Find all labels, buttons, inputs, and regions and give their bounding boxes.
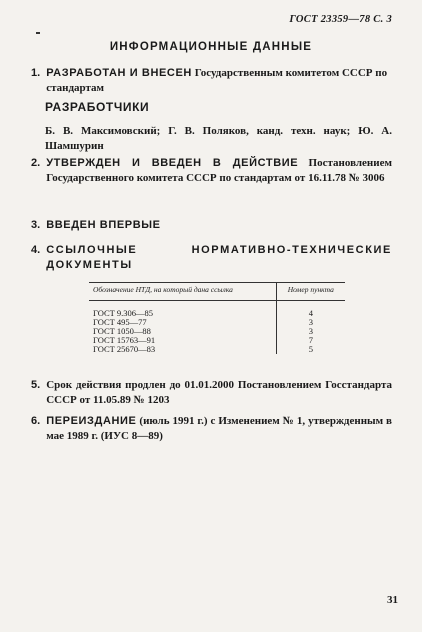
section-1	[31, 66, 392, 95]
table-row	[89, 345, 345, 354]
table-row	[89, 301, 345, 319]
section-4	[31, 243, 392, 272]
ntd-cell: ГОСТ 9.306—85	[93, 308, 154, 318]
page-number: 31	[387, 594, 398, 606]
developers-heading: РАЗРАБОТЧИКИ	[45, 100, 150, 114]
section-6-heading: ПЕРЕИЗДАНИЕ	[46, 415, 137, 427]
section-3-heading: ВВЕДЕН ВПЕРВЫЕ	[46, 219, 161, 231]
section-3	[31, 218, 392, 233]
section-4-number: 4.	[31, 244, 41, 256]
section-5	[31, 378, 392, 407]
item-cell: 7	[276, 336, 345, 345]
section-6-text: (июль 1991 г.) с Изменением № 1, утвержденным в мае 1989 г. (ИУС 8—89)	[46, 415, 392, 442]
section-2-order: № 3006	[348, 171, 385, 184]
page-header: ГОСТ 23359—78 С. 3	[289, 14, 392, 25]
section-2-number: 2.	[31, 157, 41, 169]
section-4-paragraph	[31, 243, 392, 272]
section-1-text: Государственным комитетом СССР по стандартам	[46, 67, 388, 94]
section-2-paragraph	[31, 156, 392, 185]
item-cell: 3	[276, 327, 345, 336]
section-1-number: 1.	[31, 67, 41, 79]
ntd-cell: ГОСТ 15763—91	[93, 335, 156, 345]
section-6-number: 6.	[31, 415, 41, 427]
scan-mark	[36, 32, 40, 34]
section-1-heading: РАЗРАБОТАН И ВНЕСЕН	[46, 67, 192, 79]
developers-list: Б. В. Максимовский; Г. В. Поляков, канд. техн. наук; Ю. А. Шамшурин	[45, 125, 392, 152]
section-2-text: Постановлением Государственного комитета СССР по стандартам от	[46, 157, 392, 184]
section-5-paragraph	[31, 378, 392, 407]
section-2-heading: УТВЕРЖДЕН И ВВЕДЕН В ДЕЙСТВИЕ	[46, 157, 299, 169]
reference-table	[89, 282, 345, 354]
ntd-cell: ГОСТ 495—77	[93, 317, 147, 327]
section-2-date: 16.11.78	[308, 171, 346, 184]
reference-table-header	[89, 283, 345, 301]
section-6	[31, 414, 392, 443]
item-cell: 3	[276, 318, 345, 327]
section-6-paragraph	[31, 414, 392, 443]
ntd-cell: ГОСТ 1050—88	[93, 326, 151, 336]
section-5-number: 5.	[31, 379, 41, 391]
section-1-paragraph	[31, 66, 392, 95]
column-header-item: Номер пункта	[276, 283, 345, 301]
ntd-cell: ГОСТ 25670—83	[93, 344, 156, 354]
column-header-ntd: Обозначение НТД, на который дана ссылка	[93, 285, 233, 294]
page-title: ИНФОРМАЦИОННЫЕ ДАННЫЕ	[109, 41, 313, 53]
item-cell: 5	[276, 345, 345, 354]
developers-heading-block	[45, 100, 392, 115]
section-3-number: 3.	[31, 219, 41, 231]
item-cell: 4	[276, 301, 345, 319]
section-3-paragraph	[31, 218, 392, 233]
section-5-text: Срок действия продлен до 01.01.2000 Постановлением Госстандарта СССР от 11.05.89 № 1203	[46, 379, 392, 406]
section-4-heading: ССЫЛОЧНЫЕ НОРМАТИВНО-ТЕХНИЧЕСКИЕ ДОКУМЕНТЫ	[46, 244, 392, 271]
section-2	[31, 156, 392, 185]
